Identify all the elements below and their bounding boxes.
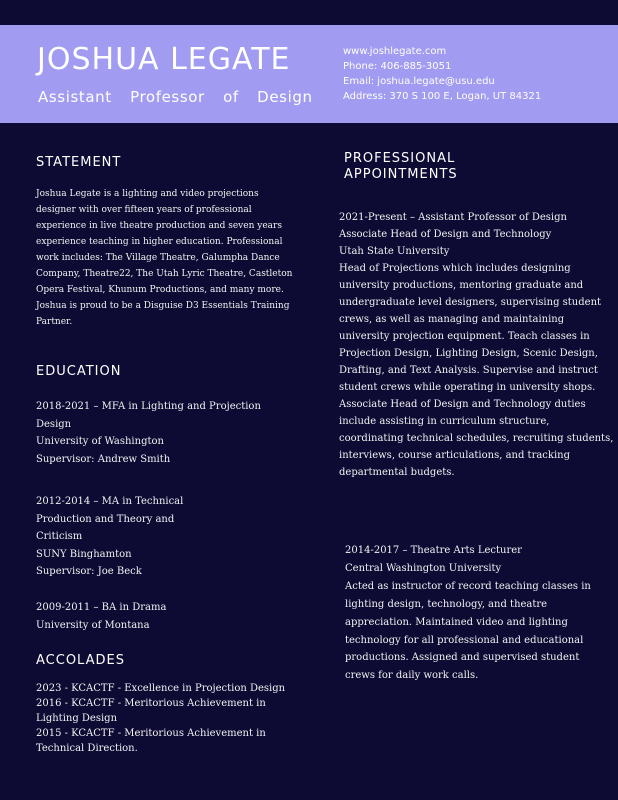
text-line: 2023 - KCACTF - Excellence in Projection Design (36, 683, 286, 694)
text-line: Drafting, and Text Analysis. Supervise and instruct (339, 365, 598, 376)
text-line: 2015 - KCACTF - Meritorious Achievement in (36, 728, 266, 739)
phone-text: Phone: 406-885-3051 (343, 61, 452, 72)
text-line: 2012-2014 – MA in Technical (36, 496, 184, 507)
accolades-list (36, 681, 285, 756)
text-line: departmental budgets. (339, 467, 455, 478)
text-line: coordinating technical schedules, recruiting students, (339, 433, 614, 444)
text-line: 2009-2011 – BA in Drama (36, 602, 167, 613)
text-line: Central Washington University (345, 562, 502, 574)
address-text: Address: 370 S 100 E, Logan, UT 84321 (343, 91, 542, 102)
text-line: student crews while operating in university shops. (339, 382, 596, 393)
statement-heading: STATEMENT (36, 155, 122, 170)
name-title: JOSHUA LEGATE (37, 42, 291, 77)
text-line: include assisting in curriculum structure, (339, 416, 550, 427)
text-line: University of Montana (36, 619, 150, 631)
website-link[interactable]: www.joshlegate.com (343, 46, 447, 57)
text-line: work includes: The Village Theatre, Galumpha Dance (36, 253, 280, 263)
text-line: Acted as instructor of record teaching classes in (345, 580, 591, 592)
appointments-heading-line: APPOINTMENTS (344, 167, 458, 182)
text-line: Supervisor: Andrew Smith (36, 453, 171, 465)
text-line: university productions, mentoring graduate and (339, 280, 584, 291)
text-line: designer with over fifteen years of professional (36, 205, 252, 215)
text-line: Company, Theatre22, The Utah Lyric Theatre, Castleton (36, 269, 293, 279)
text-line: Utah State University (339, 246, 450, 257)
text-line: Joshua Legate is a lighting and video projections (36, 189, 259, 199)
text-line: Production and Theory and (36, 513, 175, 525)
text-line: 2014-2017 – Theatre Arts Lecturer (345, 545, 522, 556)
text-line: productions. Assigned and supervised student (345, 652, 580, 664)
appointment-entry (345, 542, 591, 685)
text-line: appreciation. Maintained video and lighting (345, 616, 568, 628)
text-line: Associate Head of Design and Technology (339, 229, 552, 240)
text-line: Lighting Design (36, 713, 118, 724)
text-line: University of Washington (36, 436, 164, 447)
text-line: Technical Direction. (36, 743, 138, 754)
statement-body (36, 186, 292, 330)
appointments-heading (344, 151, 458, 183)
education-heading: EDUCATION (36, 364, 122, 379)
text-line: Supervisor: Joe Beck (36, 566, 142, 577)
text-line: technology for all professional and educational (345, 634, 584, 646)
education-entry (36, 599, 166, 634)
role-subtitle: Assistant Professor of Design (38, 88, 313, 106)
contact-block (343, 44, 541, 104)
text-line: lighting design, technology, and theatre (345, 598, 548, 610)
education-entry (36, 398, 261, 468)
text-line: Joshua is proud to be a Disguise D3 Essentials Training (36, 301, 290, 311)
text-line: Partner. (36, 317, 73, 327)
text-line: Design (36, 418, 72, 430)
text-line: undergraduate level designers, supervising student (339, 297, 602, 308)
text-line: crews for daily work calls. (345, 670, 479, 682)
text-line: Opera Festival, Khunum Productions, and many more. (36, 285, 284, 295)
text-line: Head of Projections which includes designing (339, 263, 571, 274)
text-line: Criticism (36, 531, 83, 542)
text-line: Associate Head of Design and Technology duties (339, 399, 586, 410)
text-line: interviews, course articulations, and tracking (339, 450, 571, 461)
text-line: university projection equipment. Teach classes in (339, 331, 590, 342)
appointments-heading-line: PROFESSIONAL (344, 151, 456, 166)
appointment-entry (339, 209, 613, 481)
text-line: Projection Design, Lighting Design, Scenic Design, (339, 348, 598, 359)
text-line: SUNY Binghamton (36, 548, 132, 560)
text-line: experience in live theatre production and seven years (36, 221, 282, 231)
text-line: experience teaching in higher education. Professional (36, 237, 283, 247)
text-line: 2018-2021 – MFA in Lighting and Projection (36, 401, 261, 412)
text-line: 2021-Present – Assistant Professor of Design (339, 212, 567, 223)
text-line: 2016 - KCACTF - Meritorious Achievement in (36, 698, 266, 709)
education-entry (36, 493, 183, 581)
text-line: crews, as well as managing and maintaining (339, 314, 565, 325)
email-text[interactable]: Email: joshua.legate@usu.edu (343, 76, 495, 87)
accolades-heading: ACCOLADES (36, 653, 125, 668)
